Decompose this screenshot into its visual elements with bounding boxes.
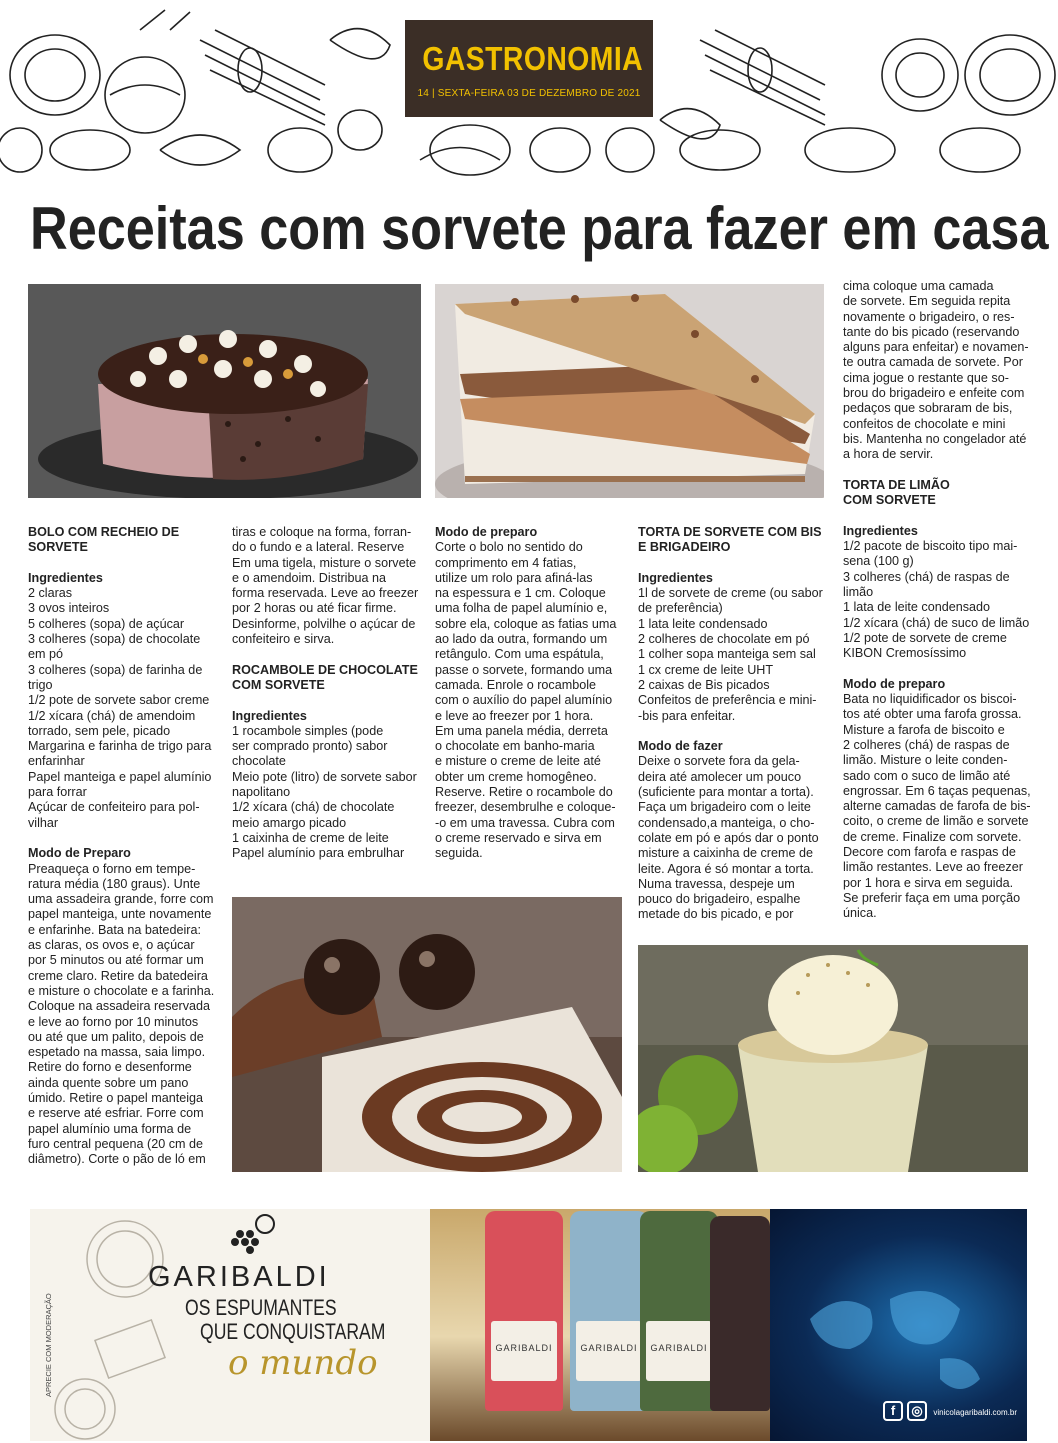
instagram-icon[interactable]: ◎ bbox=[907, 1401, 927, 1421]
cake-image bbox=[28, 284, 421, 498]
ad-tagline-1: OS ESPUMANTES bbox=[185, 1295, 337, 1320]
recipe-title-bolo: BOLO COM RECHEIO DE SORVETE bbox=[28, 525, 180, 555]
facebook-icon[interactable]: f bbox=[883, 1401, 903, 1421]
ingredients-list: 1/2 pacote de biscoito tipo mai- sena (100 g) 3 colheres (chá) de raspas de limão 1 lata de leite condensado 1/2 xícara (chá) de suco de limão 1/2 pote de sorvete de creme KIBON Cremosíssimo bbox=[843, 539, 1030, 661]
column-1 bbox=[28, 525, 223, 1167]
ad-brand: GARIBALDI bbox=[148, 1261, 330, 1293]
column-2 bbox=[232, 525, 427, 862]
ingredients-list: 1l de sorvete de creme (ou sabor de preferência) 1 lata leite condensado 2 colheres de chocolate em pó 1 colher sopa manteiga sem sal 1 cx creme de leite UHT 2 caixas de Bis picados Confeitos de preferência e mini- -bis para enfeitar. bbox=[638, 586, 823, 723]
header-band bbox=[0, 0, 1058, 180]
ingredients-heading: Ingredientes bbox=[638, 570, 713, 585]
headline: Receitas com sorvete para fazer em casa bbox=[30, 195, 1049, 262]
prep-text: Preaqueça o forno em tempe- ratura média (180 graus). Unte uma assadeira grande, forre com papel manteiga, unte novamente e enfarinhe. Bata na batedeira: as claras, os ovos e, o açúcar por 5 minutos ou até formar um creme claro. Retire da batedeira e misture o chocolate e a farinha. Coloque na assadeira reservada e leve ao forno por 10 minutos ou até que um palito, depois de espetado na massa, saia limpo. Retire do forno e desenforme ainda quente sobre um pano úmido. Retire o papel manteiga e reserve até esfriar. Forre com papel alumínio uma forma de furo central pequena (20 cm de diâmetro). Corte o pão de ló em bbox=[28, 861, 215, 1167]
ingredients-list: 1 rocambole simples (pode ser comprado pronto) sabor chocolate Meio pote (litro) de sorvete sabor napolitano 1/2 xícara (chá) de chocolate meio amargo picado 1 caixinha de creme de leite Papel alumínio para embrulhar bbox=[232, 723, 417, 861]
ingredients-list: 2 claras 3 ovos inteiros 5 colheres (sopa) de açúcar 3 colheres (sopa) de chocolate em pó 3 colheres (sopa) de farinha de trigo 1/2 pote de sorvete sabor creme 1/2 xícara (chá) de amendoim torrado, sem pele, picado Margarina e farinha de trigo para enfarinhar Papel manteiga e papel alumínio para forrar Açúcar de confeiteiro para pol- vilhar bbox=[28, 586, 212, 830]
garibaldi-ad[interactable] bbox=[30, 1209, 1027, 1441]
prep-text: Corte o bolo no sentido do comprimento em 4 fatias, utilize um rolo para afiná-las na espessura e 1 cm. Coloque uma folha de papel alumínio e, sobre ela, coloque as fatias uma ao lado da outra, formando um retângulo. Com uma espátula, passe o sorvete, formando uma camada. Enrole o rocambole com o auxílio do papel alumínio e leve ao freezer por 1 hora. Em uma panela média, derreta o chocolate em banho-maria e misture o creme de leite até obter um creme homogêneo. Reserve. Retire o rocambole do freezer, desembrulhe e coloque- -o em uma travessa. Cubra com o creme reservado e sirva em seguida. bbox=[435, 540, 617, 861]
bottle-brut bbox=[710, 1216, 770, 1411]
column-4 bbox=[638, 525, 833, 923]
prep-continuation: cima coloque uma camada de sorvete. Em seguida repita novamente o brigadeiro, o res- tante do bis picado (reservando alguns para enfeitar) e novamen- te outra camada de sorvete. Por cima jogue o restante que so- brou do brigadeiro e enfeite com pedaços que sobraram de bis, confeitos de chocolate e mini bis. Mantenha no congelador até a hora de servir. bbox=[843, 279, 1029, 462]
section-box bbox=[405, 20, 653, 117]
bottle-rose bbox=[485, 1211, 563, 1411]
prep-heading: Modo de Preparo bbox=[28, 846, 131, 861]
photo-lemon bbox=[638, 945, 1028, 1172]
bottle-label: GARIBALDI bbox=[576, 1321, 642, 1381]
ingredients-heading: Ingredientes bbox=[232, 708, 307, 723]
bottle-chardonnay bbox=[640, 1211, 718, 1411]
recipe-title-torta-bis: TORTA DE SORVETE COM BIS E BRIGADEIRO bbox=[638, 525, 822, 555]
prep-heading: Modo de preparo bbox=[843, 676, 946, 691]
photo-cake bbox=[28, 284, 421, 498]
photo-slice bbox=[435, 284, 824, 498]
prep-continuation: tiras e coloque na forma, forran- do o fundo e a lateral. Reserve Em uma tigela, misture o sorvete e o amendoim. Distribua na forma reservada. Leve ao freezer por 2 horas ou até ficar firme. Desinforme, polvilhe o açúcar de confeiteiro e sirva. bbox=[232, 525, 419, 647]
ad-left-panel bbox=[30, 1209, 430, 1441]
ad-globe-panel bbox=[770, 1209, 1027, 1441]
social-icons bbox=[883, 1401, 927, 1421]
prep-text: Deixe o sorvete fora da gela- deira até amolecer um pouco (suficiente para montar a torta). Faça um brigadeiro com o leite condensado,a manteiga, o cho- colate em pó e após dar o ponto misture a caixinha de creme de leite. Agora é só montar a torta. Numa travessa, despeje um pouco do brigadeiro, espalhe metade do bis picado, e por bbox=[638, 754, 819, 922]
ad-website[interactable]: vinicolagaribaldi.com.br bbox=[933, 1408, 1017, 1417]
moderation-note: APRECIE COM MODERAÇÃO bbox=[44, 1293, 53, 1397]
prep-text: Bata no liquidificador os biscoi- tos até obter uma farofa grossa. Misture a farofa de biscoito e 2 colheres (chá) de raspas de limão. Misture o leite conden- sado com o suco de limão até engrossar. Em 6 taças pequenas, alterne camadas de farofa de bis- coito, o creme de limão e sorvete de creme. Finalize com sorvete. Decore com farofa e raspas de limão restantes. Leve ao freezer por 1 hora e sirva em seguida. Se preferir faça em uma porção única. bbox=[843, 692, 1031, 921]
ingredients-heading: Ingredientes bbox=[28, 570, 103, 585]
ad-bottles bbox=[430, 1209, 770, 1441]
roll-image bbox=[232, 897, 622, 1172]
bottle-label: GARIBALDI bbox=[491, 1321, 557, 1381]
lemon-image bbox=[638, 945, 1028, 1172]
recipe-title-rocambole: ROCAMBOLE DE CHOCOLATE COM SORVETE bbox=[232, 662, 418, 692]
column-3 bbox=[435, 525, 630, 862]
ad-tagline-3: o mundo bbox=[228, 1343, 378, 1383]
bottle-label: GARIBALDI bbox=[646, 1321, 712, 1381]
recipe-title-torta-limao: TORTA DE LIMÃO COM SORVETE bbox=[843, 477, 950, 508]
garibaldi-logo-icon bbox=[220, 1209, 280, 1259]
column-5 bbox=[843, 279, 1033, 921]
photo-roll bbox=[232, 897, 622, 1172]
issue-date: 14 | SEXTA-FEIRA 03 DE DEZEMBRO DE 2021 bbox=[417, 88, 641, 99]
section-title: GASTRONOMIA bbox=[422, 40, 644, 77]
slice-image bbox=[435, 284, 824, 498]
ad-tagline-2: QUE CONQUISTARAM bbox=[200, 1319, 386, 1344]
prep-heading: Modo de fazer bbox=[638, 739, 723, 754]
bottle-moscatel bbox=[570, 1211, 648, 1411]
prep-heading: Modo de preparo bbox=[435, 525, 538, 539]
ingredients-heading: Ingredientes bbox=[843, 523, 918, 538]
